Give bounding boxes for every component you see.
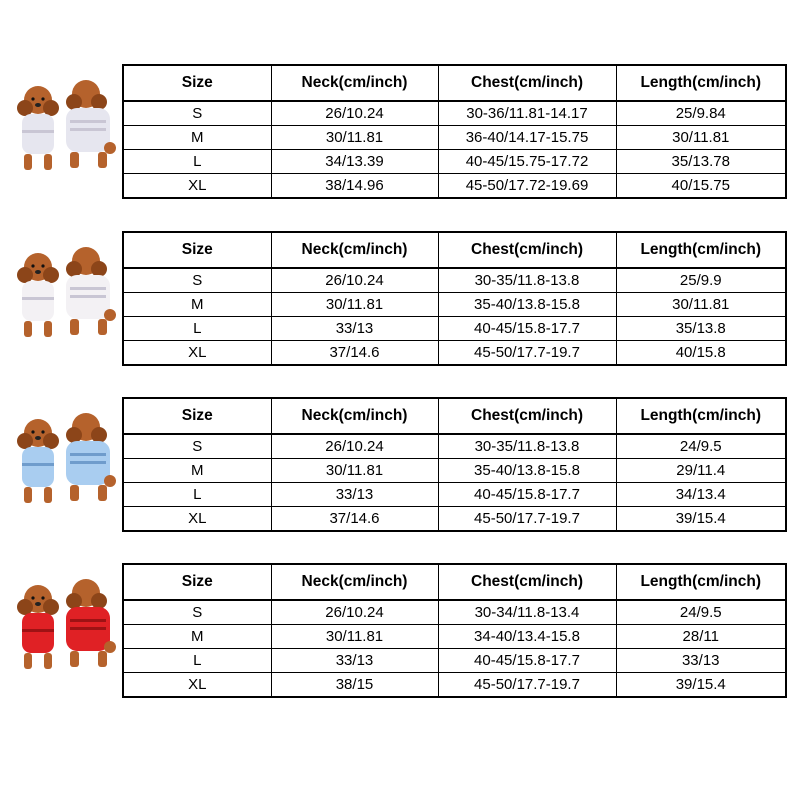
- table-cell: 33/13: [271, 317, 438, 341]
- table-cell: 33/13: [271, 649, 438, 673]
- table-cell: 26/10.24: [271, 600, 438, 625]
- table-cell: 24/9.5: [616, 434, 786, 459]
- column-header: Size: [123, 232, 271, 268]
- table-cell: 34/13.39: [271, 150, 438, 174]
- table-cell: L: [123, 317, 271, 341]
- table-cell: 39/15.4: [616, 507, 786, 532]
- table-cell: XL: [123, 507, 271, 532]
- table-row: [123, 341, 786, 366]
- table-cell: 45-50/17.72-19.69: [438, 174, 616, 199]
- table-cell: 40-45/15.8-17.7: [438, 483, 616, 507]
- table-cell: S: [123, 101, 271, 126]
- table-cell: 34/13.4: [616, 483, 786, 507]
- table-row: [123, 174, 786, 199]
- table-cell: 26/10.24: [271, 268, 438, 293]
- column-header: Size: [123, 398, 271, 434]
- size-chart-block: [0, 563, 800, 699]
- column-header: Chest(cm/inch): [438, 398, 616, 434]
- table-row: [123, 649, 786, 673]
- column-header: Neck(cm/inch): [271, 398, 438, 434]
- table-row: [123, 293, 786, 317]
- dog-back-figure: [66, 579, 116, 667]
- table-cell: 30-36/11.81-14.17: [438, 101, 616, 126]
- column-header: Chest(cm/inch): [438, 232, 616, 268]
- table-cell: 29/11.4: [616, 459, 786, 483]
- table-row: [123, 483, 786, 507]
- dog-front-figure: [17, 253, 59, 337]
- table-cell: 34-40/13.4-15.8: [438, 625, 616, 649]
- table-row: [123, 268, 786, 293]
- table-row: [123, 507, 786, 532]
- table-row: [123, 625, 786, 649]
- table-cell: M: [123, 625, 271, 649]
- table-cell: M: [123, 459, 271, 483]
- table-cell: 37/14.6: [271, 341, 438, 366]
- table-row: [123, 126, 786, 150]
- table-row: [123, 459, 786, 483]
- dog-photo: [6, 571, 118, 691]
- table-cell: 37/14.6: [271, 507, 438, 532]
- table-cell: S: [123, 600, 271, 625]
- table-cell: XL: [123, 673, 271, 698]
- table-cell: 45-50/17.7-19.7: [438, 507, 616, 532]
- column-header: Length(cm/inch): [616, 398, 786, 434]
- dog-photo: [6, 239, 118, 359]
- table-row: [123, 317, 786, 341]
- column-header: Length(cm/inch): [616, 65, 786, 101]
- table-cell: XL: [123, 174, 271, 199]
- table-header-row: [123, 398, 786, 434]
- table-header-row: [123, 65, 786, 101]
- column-header: Length(cm/inch): [616, 232, 786, 268]
- column-header: Neck(cm/inch): [271, 564, 438, 600]
- table-cell: 24/9.5: [616, 600, 786, 625]
- table-cell: L: [123, 150, 271, 174]
- table-cell: 35-40/13.8-15.8: [438, 293, 616, 317]
- table-cell: M: [123, 126, 271, 150]
- table-cell: 40/15.8: [616, 341, 786, 366]
- dog-back-figure: [66, 80, 116, 168]
- table-cell: 35/13.78: [616, 150, 786, 174]
- column-header: Neck(cm/inch): [271, 232, 438, 268]
- table-cell: 38/14.96: [271, 174, 438, 199]
- table-cell: 30/11.81: [616, 126, 786, 150]
- table-row: [123, 434, 786, 459]
- table-cell: 39/15.4: [616, 673, 786, 698]
- table-row: [123, 101, 786, 126]
- size-chart-block: [0, 397, 800, 533]
- dog-back-figure: [66, 413, 116, 501]
- column-header: Size: [123, 564, 271, 600]
- table-cell: 40-45/15.75-17.72: [438, 150, 616, 174]
- table-cell: S: [123, 268, 271, 293]
- table-cell: 30/11.81: [271, 625, 438, 649]
- table-cell: 40-45/15.8-17.7: [438, 317, 616, 341]
- size-chart-block: [0, 231, 800, 367]
- column-header: Neck(cm/inch): [271, 65, 438, 101]
- table-cell: 45-50/17.7-19.7: [438, 673, 616, 698]
- column-header: Chest(cm/inch): [438, 65, 616, 101]
- table-cell: 25/9.84: [616, 101, 786, 126]
- table-cell: 33/13: [616, 649, 786, 673]
- table-cell: 38/15: [271, 673, 438, 698]
- column-header: Size: [123, 65, 271, 101]
- table-cell: L: [123, 649, 271, 673]
- table-cell: 40/15.75: [616, 174, 786, 199]
- table-cell: 36-40/14.17-15.75: [438, 126, 616, 150]
- dog-photo: [6, 405, 118, 525]
- size-table: [122, 397, 787, 532]
- table-cell: L: [123, 483, 271, 507]
- table-cell: 33/13: [271, 483, 438, 507]
- table-cell: 35/13.8: [616, 317, 786, 341]
- table-cell: 30-34/11.8-13.4: [438, 600, 616, 625]
- table-cell: XL: [123, 341, 271, 366]
- dog-front-figure: [17, 585, 59, 669]
- table-cell: 30-35/11.8-13.8: [438, 434, 616, 459]
- dog-back-figure: [66, 247, 116, 335]
- table-header-row: [123, 564, 786, 600]
- dog-front-figure: [17, 419, 59, 503]
- table-cell: 35-40/13.8-15.8: [438, 459, 616, 483]
- table-row: [123, 673, 786, 698]
- table-header-row: [123, 232, 786, 268]
- size-table: [122, 231, 787, 366]
- table-cell: 26/10.24: [271, 101, 438, 126]
- size-table: [122, 563, 787, 698]
- table-cell: 30/11.81: [271, 293, 438, 317]
- table-cell: S: [123, 434, 271, 459]
- column-header: Chest(cm/inch): [438, 564, 616, 600]
- table-cell: 26/10.24: [271, 434, 438, 459]
- table-cell: 25/9.9: [616, 268, 786, 293]
- size-chart-block: [0, 64, 800, 200]
- column-header: Length(cm/inch): [616, 564, 786, 600]
- table-cell: 30-35/11.8-13.8: [438, 268, 616, 293]
- table-cell: 30/11.81: [616, 293, 786, 317]
- table-row: [123, 600, 786, 625]
- dog-photo: [6, 72, 118, 192]
- dog-front-figure: [17, 86, 59, 170]
- size-table: [122, 64, 787, 199]
- table-row: [123, 150, 786, 174]
- table-cell: M: [123, 293, 271, 317]
- table-cell: 30/11.81: [271, 126, 438, 150]
- table-cell: 30/11.81: [271, 459, 438, 483]
- table-cell: 45-50/17.7-19.7: [438, 341, 616, 366]
- table-cell: 28/11: [616, 625, 786, 649]
- table-cell: 40-45/15.8-17.7: [438, 649, 616, 673]
